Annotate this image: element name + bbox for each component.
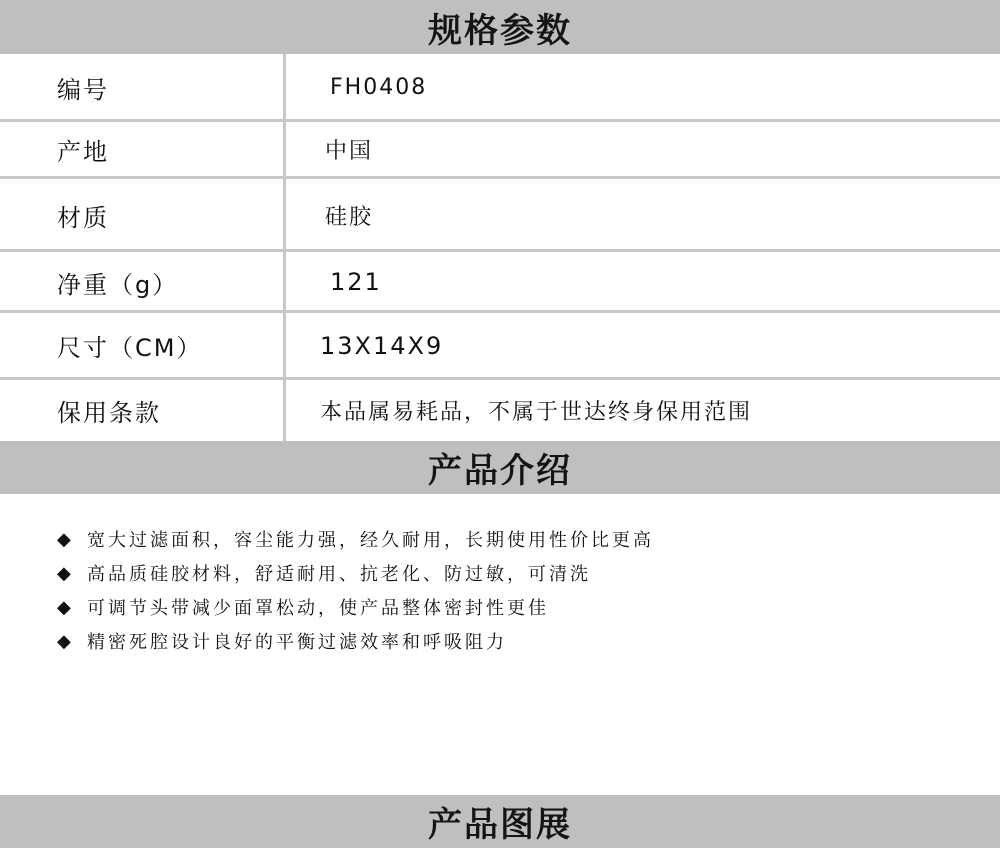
diamond-bullet-icon: ◆: [57, 596, 74, 618]
spec-value: FH0408: [330, 74, 428, 100]
spec-row-material: [0, 179, 1000, 252]
feature-text: 宽大过滤面积，容尘能力强，经久耐用，长期使用性价比更高: [87, 530, 654, 551]
feature-text: 可调节头带减少面罩松动，使产品整体密封性更佳: [87, 598, 549, 619]
spec-label: 产地: [57, 138, 109, 166]
spec-label: 净重（g）: [57, 270, 179, 299]
diamond-bullet-icon: ◆: [57, 630, 74, 652]
table-row-divider: [0, 176, 1000, 179]
feature-item: [57, 522, 957, 556]
spec-value: 中国: [325, 139, 374, 164]
table-row-divider: [0, 249, 1000, 252]
section-title-intro: [0, 441, 1000, 494]
spec-row-weight: [0, 252, 1000, 312]
feature-text: 高品质硅胶材料，舒适耐用、抗老化、防过敏，可清洗: [87, 564, 591, 585]
section-title-specs-text: 规格参数: [428, 10, 572, 51]
spec-value: 13X14X9: [320, 331, 444, 360]
table-column-divider: [283, 54, 286, 441]
table-row-divider: [0, 377, 1000, 380]
section-title-intro-text: 产品介绍: [428, 451, 572, 491]
table-row-divider: [0, 310, 1000, 313]
section-title-specs: [0, 0, 1000, 54]
spec-label: 材质: [57, 204, 109, 232]
spec-row-origin: [0, 120, 1000, 179]
spec-row-code: [0, 54, 1000, 120]
section-title-gallery-text: 产品图展: [428, 805, 572, 845]
spec-table: [0, 54, 1000, 441]
spec-value: 121: [330, 268, 382, 296]
table-row-divider: [0, 119, 1000, 122]
spec-label: 尺寸（CM）: [57, 334, 203, 362]
spec-row-warranty: [0, 379, 1000, 441]
diamond-bullet-icon: ◆: [57, 562, 74, 584]
feature-list: [57, 522, 957, 658]
spec-value: 本品属易耗品，不属于世达终身保用范围: [320, 399, 753, 425]
spec-label: 保用条款: [57, 398, 161, 427]
feature-text: 精密死腔设计良好的平衡过滤效率和呼吸阻力: [87, 632, 507, 653]
feature-item: [57, 556, 957, 590]
spec-label: 编号: [57, 75, 109, 104]
spec-value: 硅胶: [325, 205, 374, 230]
spec-row-size: [0, 312, 1000, 379]
feature-item: [57, 624, 957, 658]
section-title-gallery: [0, 795, 1000, 848]
feature-item: [57, 590, 957, 624]
diamond-bullet-icon: ◆: [57, 528, 74, 550]
